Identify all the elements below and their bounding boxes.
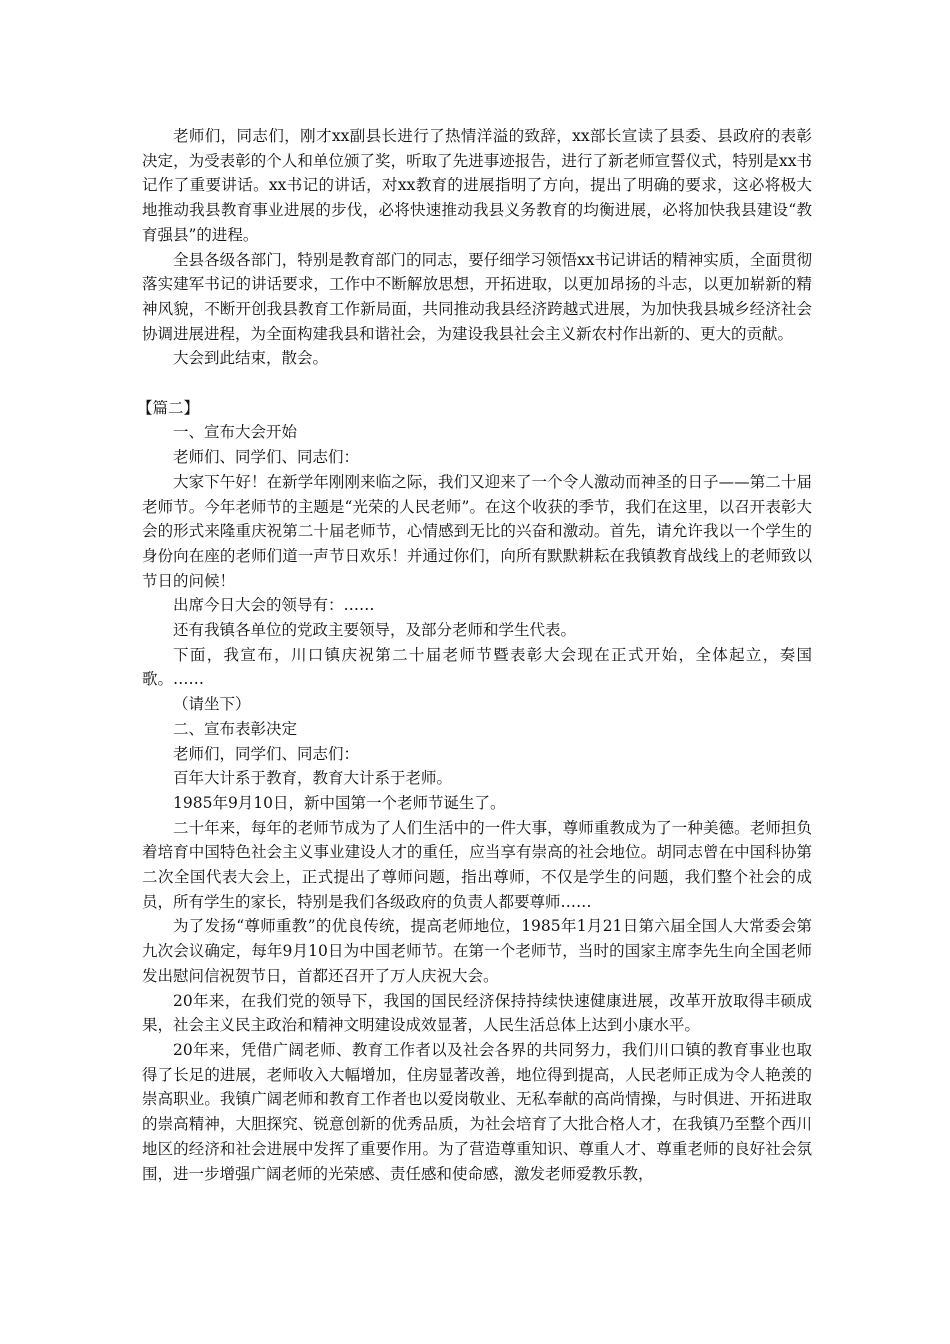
paragraph-please-sit: （请坐下） <box>173 695 251 714</box>
section-spacer <box>142 371 812 396</box>
paragraph-salutation: 老师们、同学们、同志们： <box>173 448 360 467</box>
section-heading: 【篇二】 <box>137 398 200 417</box>
subheading-open-meeting: 一、宣布大会开始 <box>173 423 298 442</box>
paragraph-attendees: 还有我镇各单位的党政主要领导，及部分老师和学生代表。 <box>173 621 577 640</box>
paragraph-first-teachers-day: 1985年9月10日，新中国第一个老师节诞生了。 <box>173 793 506 812</box>
paragraph-attending-leaders: 出席今日大会的领导有：…… <box>173 596 375 615</box>
paragraph-announcement: 下面，我宣布，川口镇庆祝第二十届老师节暨表彰大会现在正式开始，全体起立，奏国歌。…… <box>142 645 812 689</box>
paragraph-education-plan: 百年大计系于教育，教育大计系于老师。 <box>173 769 453 788</box>
document-body <box>137 124 812 1186</box>
paragraph-national-progress: 20年来，在我们党的领导下，我国的国民经济保持持续快速健康进展，改革开放取得丰硕成果，社会主义民主政治和精神文明建设成效显著，人民生活总体上达到小康水平。 <box>142 991 812 1035</box>
paragraph-greeting: 大家下午好！在新学年刚刚来临之际，我们又迎来了一个令人激动而神圣的日子——第二十届老师节。今年老师节的主题是“光荣的人民老师”。在这个收获的季节，我们在这里，以召开表彰大会的形式来隆重庆祝第二十届老师节，心情感到无比的兴奋和激动。首先，请允许我以一个学生的身份向在座的老师们道一声节日欢乐！并通过你们，向所有默默耕耘在我镇教育战线上的老师致以节日的问候！ <box>142 472 812 590</box>
paragraph-call-to-action: 全县各级各部门，特别是教育部门的同志，要仔细学习领悟xx书记讲话的精神实质，全面贯彻落实建军书记的讲话要求，工作中不断解放思想，开拓进取，以更加昂扬的斗志，以更加崭新的精神风貌，不断开创我县教育工作新局面，共同推动我县经济跨越式进展，为加快我县城乡经济社会协调进展进程，为全面构建我县和谐社会，为建设我县社会主义新农村作出新的、更大的贡献。 <box>142 250 812 343</box>
paragraph-local-progress: 20年来，凭借广阔老师、教育工作者以及社会各界的共同努力，我们川口镇的教育事业也取得了长足的进展，老师收入大幅增加，住房显著改善，地位得到提高，人民老师正成为令人艳羡的崇高职业。我镇广阔老师和教育工作者也以爱岗敬业、无私奉献的高尚情操，与时俱进、开拓进取的崇高精神，大胆探究、锐意创新的优秀品质，为社会培育了大批合格人才，在我镇乃至整个西川地区的经济和社会进展中发挥了重要作用。为了营造尊重知识、尊重人才、尊重老师的良好社会氛围，进一步增强广阔老师的光荣感、责任感和使命感，激发老师爱教乐教， <box>142 1041 812 1183</box>
paragraph-tradition: 为了发扬“尊师重教”的优良传统，提高老师地位，1985年1月21日第六届全国人大常委会第九次会议确定，每年9月10日为中国老师节。在第一个老师节，当时的国家主席李先生向全国老师发出慰问信祝贺节日，首都还召开了万人庆祝大会。 <box>142 917 812 985</box>
paragraph-salutation-2: 老师们，同学们、同志们： <box>173 744 360 763</box>
paragraph-twenty-years: 二十年来，每年的老师节成为了人们生活中的一件大事，尊师重教成为了一种美德。老师担负着培育中国特色社会主义事业建设人才的重任，应当享有崇高的社会地位。胡同志曾在中国科协第二次全国代表大会上，正式提出了尊师问题，指出尊师，不仅是学生的问题，我们整个社会的成员，所有学生的家长，特别是我们各级政府的负责人都要尊师…… <box>142 818 812 911</box>
subheading-award-decision: 二、宣布表彰决定 <box>173 719 298 738</box>
paragraph-closing-remarks: 老师们，同志们，刚才xx副县长进行了热情洋溢的致辞，xx部长宣读了县委、县政府的表彰决定，为受表彰的个人和单位颁了奖，听取了先进事迹报告，进行了新老师宣誓仪式，特别是xx书记作了重要讲话。xx书记的讲话，对xx教育的进展指明了方向，提出了明确的要求，这必将极大地推动我县教育事业进展的步伐，必将快速推动我县义务教育的均衡进展，必将加快我县建设“教育强县”的进程。 <box>142 127 812 244</box>
paragraph-adjourn: 大会到此结束，散会。 <box>173 349 329 368</box>
